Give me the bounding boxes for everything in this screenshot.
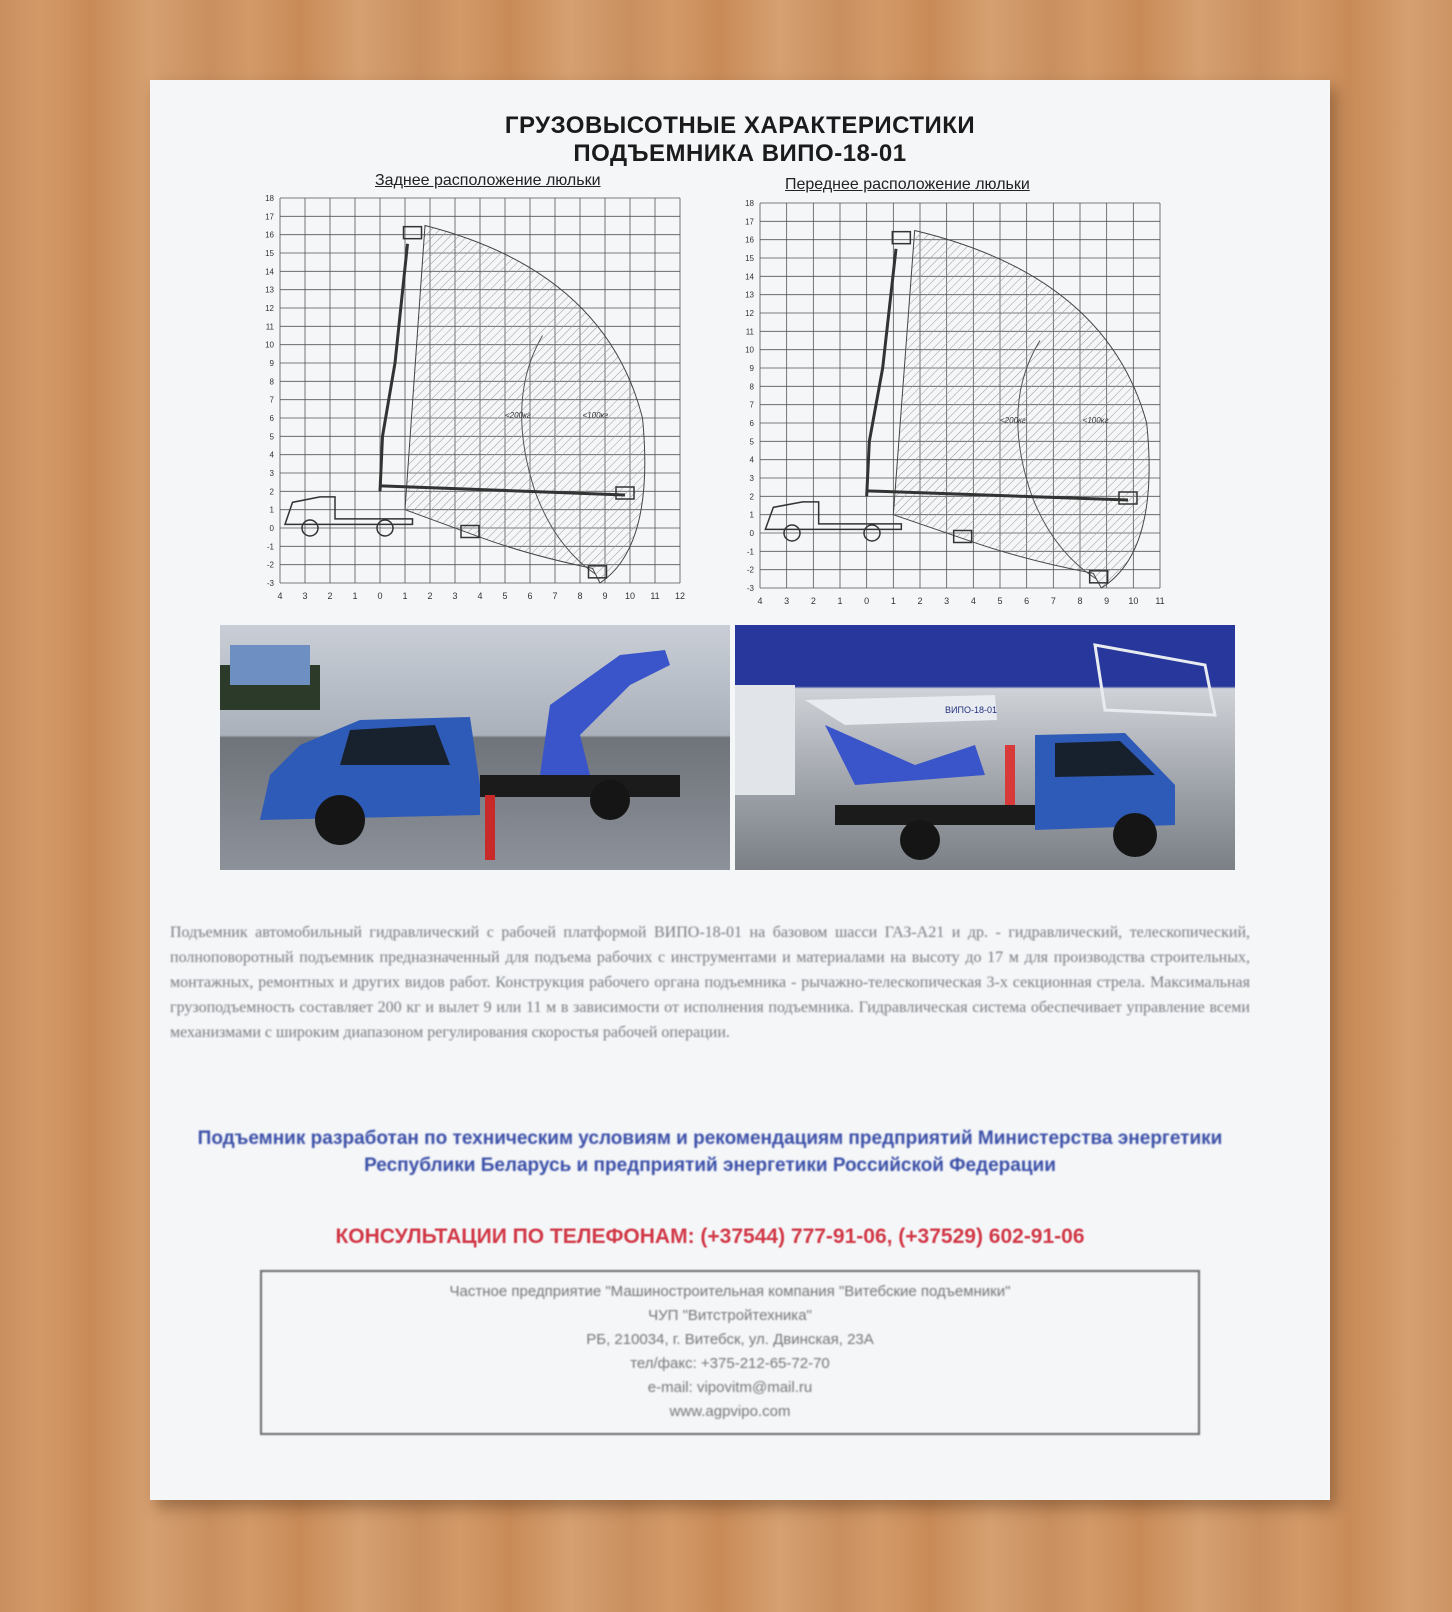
x-tick-label: 2 — [810, 596, 816, 606]
photo-truck-right — [735, 625, 1235, 870]
y-tick-label: 6 — [269, 414, 274, 423]
photo-right-rear-wheel — [900, 820, 940, 860]
y-tick-label: 4 — [749, 455, 754, 465]
photo-right-chassis — [835, 805, 1035, 825]
y-tick-label: -1 — [746, 547, 754, 557]
photo-left-boom — [540, 650, 670, 775]
y-tick-label: -2 — [266, 560, 274, 570]
right-chart-caption: Переднее расположение люльки — [785, 176, 1030, 193]
photo-truck-left — [220, 625, 730, 870]
y-tick-label: 18 — [265, 194, 274, 203]
y-tick-label: -1 — [266, 542, 274, 552]
title-line-2: ПОДЪЕМНИКА ВИПО-18-01 — [573, 140, 907, 167]
x-tick-label: 5 — [502, 591, 508, 601]
zone-label-100kg: <100кг — [582, 411, 609, 420]
x-tick-label: 8 — [577, 591, 583, 601]
y-tick-label: 14 — [265, 267, 274, 277]
photo-left-outrigger — [485, 795, 495, 860]
y-tick-label: 7 — [749, 400, 754, 410]
y-tick-label: 8 — [269, 377, 274, 387]
y-tick-label: 5 — [269, 432, 274, 442]
photo-right-cone — [1005, 745, 1015, 805]
x-tick-label: 0 — [377, 591, 383, 601]
y-tick-label: 10 — [745, 345, 754, 355]
boom-vertical — [380, 244, 408, 492]
y-tick-label: 16 — [745, 235, 754, 245]
contact-website[interactable]: www.agpvipo.com — [669, 1403, 791, 1420]
y-tick-label: 15 — [745, 254, 754, 263]
y-tick-label: 1 — [749, 510, 754, 520]
y-tick-label: 16 — [265, 230, 274, 240]
y-tick-label: 17 — [745, 217, 754, 227]
brochure-page — [150, 80, 1330, 1500]
zone-label-200kg: <200кг — [1000, 416, 1026, 425]
x-tick-label: 8 — [1077, 596, 1083, 606]
y-tick-label: 9 — [269, 359, 274, 368]
x-tick-label: 4 — [970, 596, 976, 606]
y-tick-label: 5 — [749, 437, 754, 447]
contact-address: РБ, 210034, г. Витебск, ул. Двинская, 23А — [586, 1331, 874, 1348]
title-line-1: ГРУЗОВЫСОТНЫЕ ХАРАКТЕРИСТИКИ — [504, 112, 976, 139]
contact-box — [260, 1270, 1200, 1435]
y-tick-label: 1 — [269, 505, 274, 515]
photo-left-front-wheel — [315, 795, 365, 845]
boom-vertical — [867, 249, 896, 497]
working-zone — [405, 226, 645, 584]
x-tick-label: 2 — [327, 591, 333, 601]
x-tick-label: 4 — [477, 591, 483, 601]
x-tick-label: 7 — [1050, 596, 1056, 606]
x-tick-label: 0 — [864, 596, 870, 606]
contact-email[interactable]: e-mail: vipovitm@mail.ru — [647, 1379, 813, 1396]
truck-outline — [765, 502, 901, 530]
contact-phone: тел/факс: +375-212-65-72-70 — [630, 1355, 830, 1372]
photo-left-billboard — [230, 645, 310, 685]
y-tick-label: 0 — [269, 524, 274, 533]
x-tick-label: 11 — [650, 591, 660, 601]
photo-left-windshield — [340, 725, 450, 765]
x-tick-label: 3 — [302, 591, 308, 601]
y-tick-label: 11 — [745, 327, 754, 337]
x-tick-label: 4 — [757, 596, 763, 606]
photo-right-front-wheel — [1113, 813, 1157, 857]
basket-outline — [404, 227, 422, 239]
y-tick-label: 4 — [269, 450, 274, 460]
x-tick-label: 9 — [602, 591, 608, 601]
x-tick-label: 3 — [944, 596, 950, 606]
y-tick-label: 13 — [265, 285, 274, 295]
x-tick-label: 9 — [1104, 596, 1110, 606]
y-tick-label: 17 — [265, 212, 274, 222]
x-tick-label: 1 — [837, 596, 843, 606]
y-tick-label: 12 — [265, 304, 274, 313]
basket-outline — [892, 232, 910, 244]
x-tick-label: 1 — [402, 591, 408, 601]
x-tick-label: 3 — [452, 591, 458, 601]
y-tick-label: 6 — [749, 419, 754, 428]
y-tick-label: 11 — [265, 322, 274, 332]
contact-short-name: ЧУП "Витстройтехника" — [648, 1307, 812, 1324]
x-tick-label: 5 — [997, 596, 1003, 606]
x-tick-label: 6 — [1024, 596, 1030, 606]
y-tick-label: 15 — [265, 249, 274, 258]
left-load-height-chart — [250, 190, 710, 610]
x-tick-label: 11 — [1155, 596, 1165, 606]
y-tick-label: -3 — [266, 579, 274, 588]
photo-right-boom-label: ВИПО-18-01 — [945, 705, 997, 715]
photo-left-rear-wheel — [590, 780, 630, 820]
y-tick-label: 9 — [749, 364, 754, 373]
consultation-phones: КОНСУЛЬТАЦИИ ПО ТЕЛЕФОНАМ: (+37544) 777-91-06, (+37529) 602-91-06 — [335, 1225, 1085, 1248]
description-paragraph: Подъемник автомобильный гидравлический с рабочей платформой ВИПО-18-01 на базовом шасси ГАЗ-А21 и др. - гидравлический, телескопический, полноповоротный подъемник предназначенный для подъема рабочих с инструментами и материалами на высоту до 17 м для производства строительных, монтажных, ремонтных и других видов работ. Конструкция рабочего органа подъемника - рычажно-телескопическая 3-х секционная стрела. Максимальная грузоподъемность составляет 200 кг и вылет 9 или 11 м в зависимости от исполнения подъемника. Гидравлическая система обеспечивает управление всеми механизмами с широким диапазоном регулирования скоростья рабочей операции. — [170, 924, 1250, 1041]
x-tick-label: 1 — [352, 591, 358, 601]
x-tick-label: 4 — [277, 591, 283, 601]
y-tick-label: 10 — [265, 340, 274, 350]
working-zone — [893, 231, 1149, 589]
x-tick-label: 2 — [427, 591, 433, 601]
y-tick-label: 18 — [745, 199, 754, 208]
zone-label-200kg: <200кг — [505, 411, 531, 420]
photo-left-platform — [480, 775, 680, 797]
x-tick-label: 6 — [527, 591, 533, 601]
x-tick-label: 7 — [552, 591, 558, 601]
y-tick-label: 3 — [749, 474, 754, 483]
y-tick-label: -3 — [746, 584, 754, 593]
photo-right-garage-door — [735, 685, 795, 795]
left-chart-caption: Заднее расположение люльки — [375, 172, 601, 189]
photo-right-boom-blue — [825, 725, 985, 785]
x-tick-label: 10 — [624, 591, 636, 601]
y-tick-label: 12 — [745, 309, 754, 318]
y-tick-label: 14 — [745, 272, 754, 282]
y-tick-label: 2 — [749, 492, 754, 502]
y-tick-label: 0 — [749, 529, 754, 538]
x-tick-label: 2 — [917, 596, 923, 606]
zone-label-100kg: <100кг — [1082, 416, 1109, 425]
y-tick-label: -2 — [746, 565, 754, 575]
x-tick-label: 10 — [1128, 596, 1139, 606]
standards-note: Подъемник разработан по техническим условиям и рекомендациям предприятий Министерства энергетики Республики Беларусь и предприятий энергетики Российской Федерации — [197, 1128, 1223, 1176]
contact-company: Частное предприятие "Машиностроительная компания "Витебские подъемники" — [449, 1283, 1011, 1300]
x-tick-label: 3 — [784, 596, 790, 606]
photo-right-lifted-basket — [1095, 645, 1215, 715]
y-tick-label: 2 — [269, 487, 274, 497]
truck-outline — [285, 497, 413, 525]
x-tick-label: 1 — [890, 596, 896, 606]
right-load-height-chart — [730, 195, 1190, 615]
y-tick-label: 13 — [745, 290, 754, 300]
y-tick-label: 7 — [269, 395, 274, 405]
y-tick-label: 3 — [269, 469, 274, 478]
x-tick-label: 12 — [674, 591, 686, 601]
y-tick-label: 8 — [749, 382, 754, 392]
